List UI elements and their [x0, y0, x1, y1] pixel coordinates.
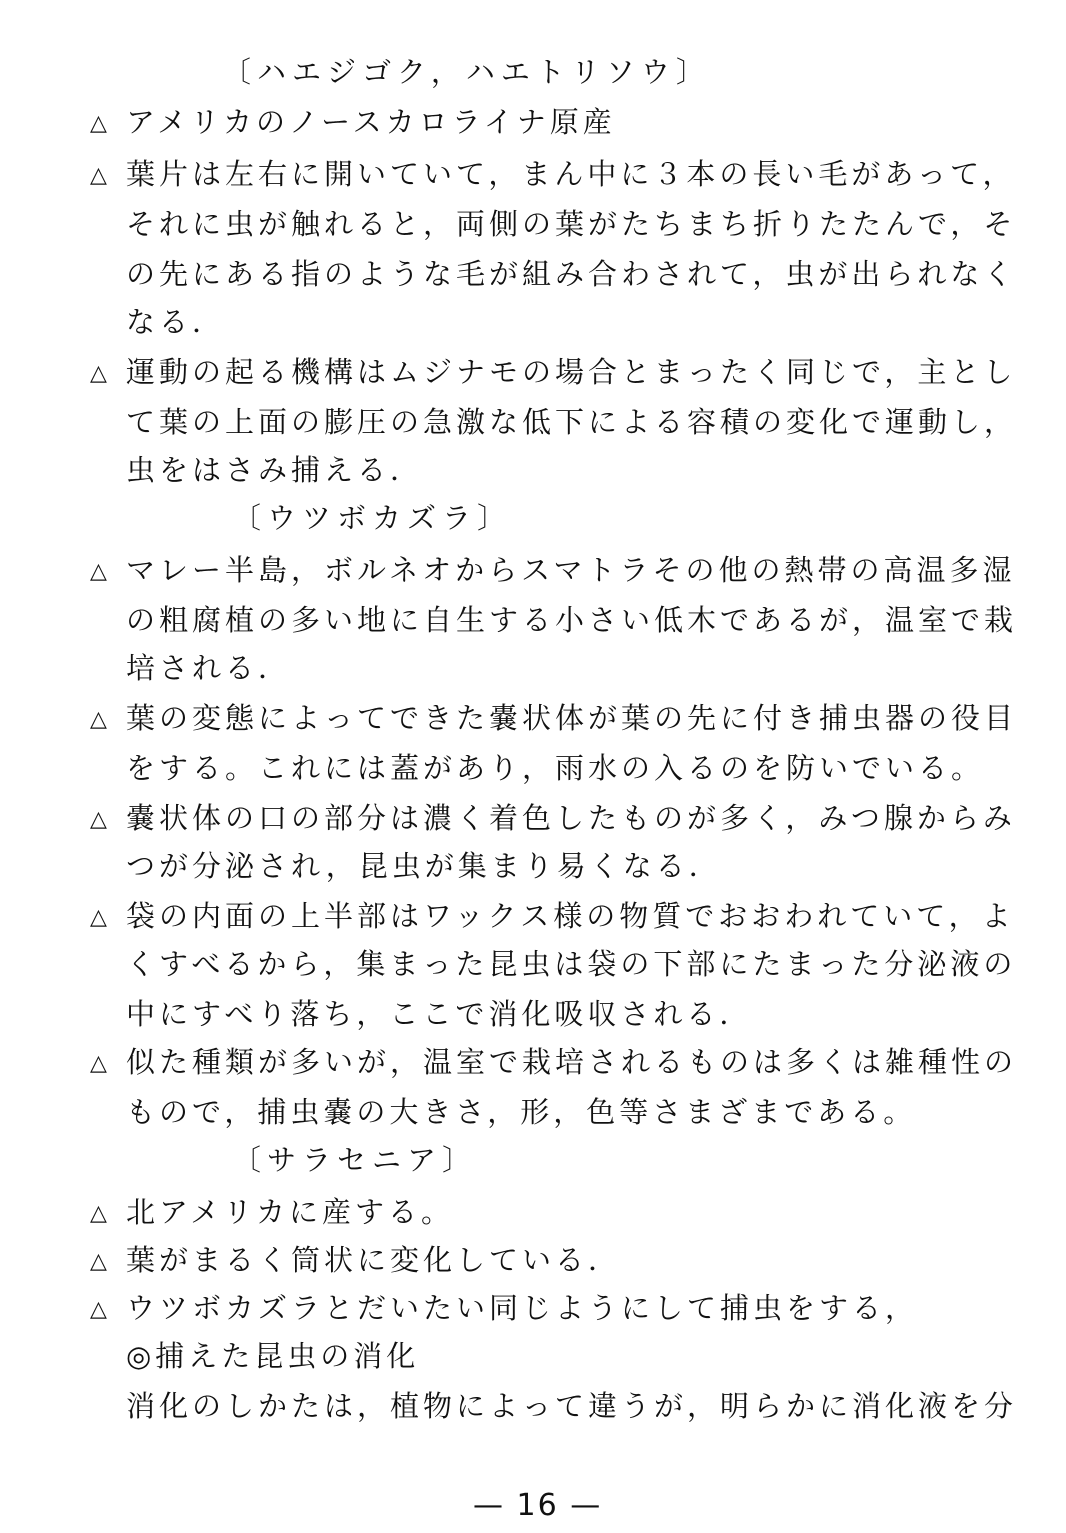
bullet-line: △ 運動の起る機構はムジナモの場合とまったく同じで，主とし [90, 354, 1016, 392]
bullet-line: △ マレー半島，ボルネオからスマトラその他の熱帯の高温多湿 [90, 552, 1016, 590]
triangle-bullet-icon: △ [90, 361, 107, 386]
triangle-bullet-icon: △ [90, 111, 107, 136]
bullet-line: △ アメリカのノースカロライナ原産 [90, 104, 616, 142]
triangle-bullet-icon: △ [90, 163, 107, 188]
triangle-bullet-icon: △ [90, 1249, 107, 1274]
bullet-line: △ 葉がまるく筒状に変化している． [90, 1242, 621, 1280]
bullet-line: △ 袋の内面の上半部はワックス様の物質でおおわれていて，よ [90, 898, 1015, 936]
body-line: それに虫が触れると，両側の葉がたちまち折りたたんで，そ [126, 207, 1017, 241]
body-line: つが分泌され，昆虫が集まり易くなる． [126, 849, 722, 883]
body-line: 虫をはさみ捕える． [126, 453, 424, 487]
section-heading-haejigoku: 〔ハエジゴク，ハエトリソウ〕 [222, 55, 711, 89]
body-line: なる． [126, 305, 226, 339]
triangle-bullet-icon: △ [90, 1201, 107, 1226]
subsection-heading-digestion: ◎捕えた昆虫の消化 [126, 1339, 420, 1373]
body-line: て葉の上面の膨圧の急激な低下による容積の変化で運動し， [126, 405, 1018, 439]
bullet-line: △ 嚢状体の口の部分は濃く着色したものが多く，みつ腺からみ [90, 800, 1016, 838]
body-line: 消化のしかたは，植物によって違うが，明らかに消化液を分 [126, 1389, 1018, 1423]
bullet-line: △ 葉の変態によってできた嚢状体が葉の先に付き捕虫器の役目 [90, 700, 1017, 738]
body-line: をする。これには蓋があり，雨水の入るのを防いでいる。 [126, 751, 985, 785]
bullet-line: △ 北アメリカに産する。 [90, 1194, 454, 1232]
section-heading-utsubokazura: 〔ウツボカズラ〕 [232, 501, 513, 535]
body-line: の先にある指のような毛が組み合わされて，虫が出られなく [126, 257, 1017, 291]
body-line: の粗腐植の多い地に自生する小さい低木であるが，温室で栽 [126, 603, 1018, 637]
bullet-line: △ 葉片は左右に開いていて，まん中に３本の長い毛があって， [90, 156, 1016, 194]
bullet-line: △ 似た種類が多いが，温室で栽培されるものは多くは雑種性の [90, 1044, 1017, 1082]
triangle-bullet-icon: △ [90, 559, 107, 584]
body-line: もので，捕虫嚢の大きさ，形，色等さまざまである。 [126, 1095, 917, 1129]
body-line: 培される． [126, 651, 292, 685]
section-heading-sarracenia: 〔サラセニア〕 [232, 1143, 478, 1177]
body-line: 中にすべり落ち，ここで消化吸収される． [126, 997, 753, 1031]
body-line: くすべるから，集まった昆虫は袋の下部にたまった分泌液の [126, 947, 1017, 981]
bullet-line: △ ウツボカズラとだいたい同じようにして捕虫をする， [90, 1290, 918, 1328]
triangle-bullet-icon: △ [90, 807, 107, 832]
triangle-bullet-icon: △ [90, 1051, 107, 1076]
triangle-bullet-icon: △ [90, 1297, 107, 1322]
triangle-bullet-icon: △ [90, 707, 107, 732]
page-number: — 16 — [473, 1488, 603, 1523]
triangle-bullet-icon: △ [90, 905, 107, 930]
